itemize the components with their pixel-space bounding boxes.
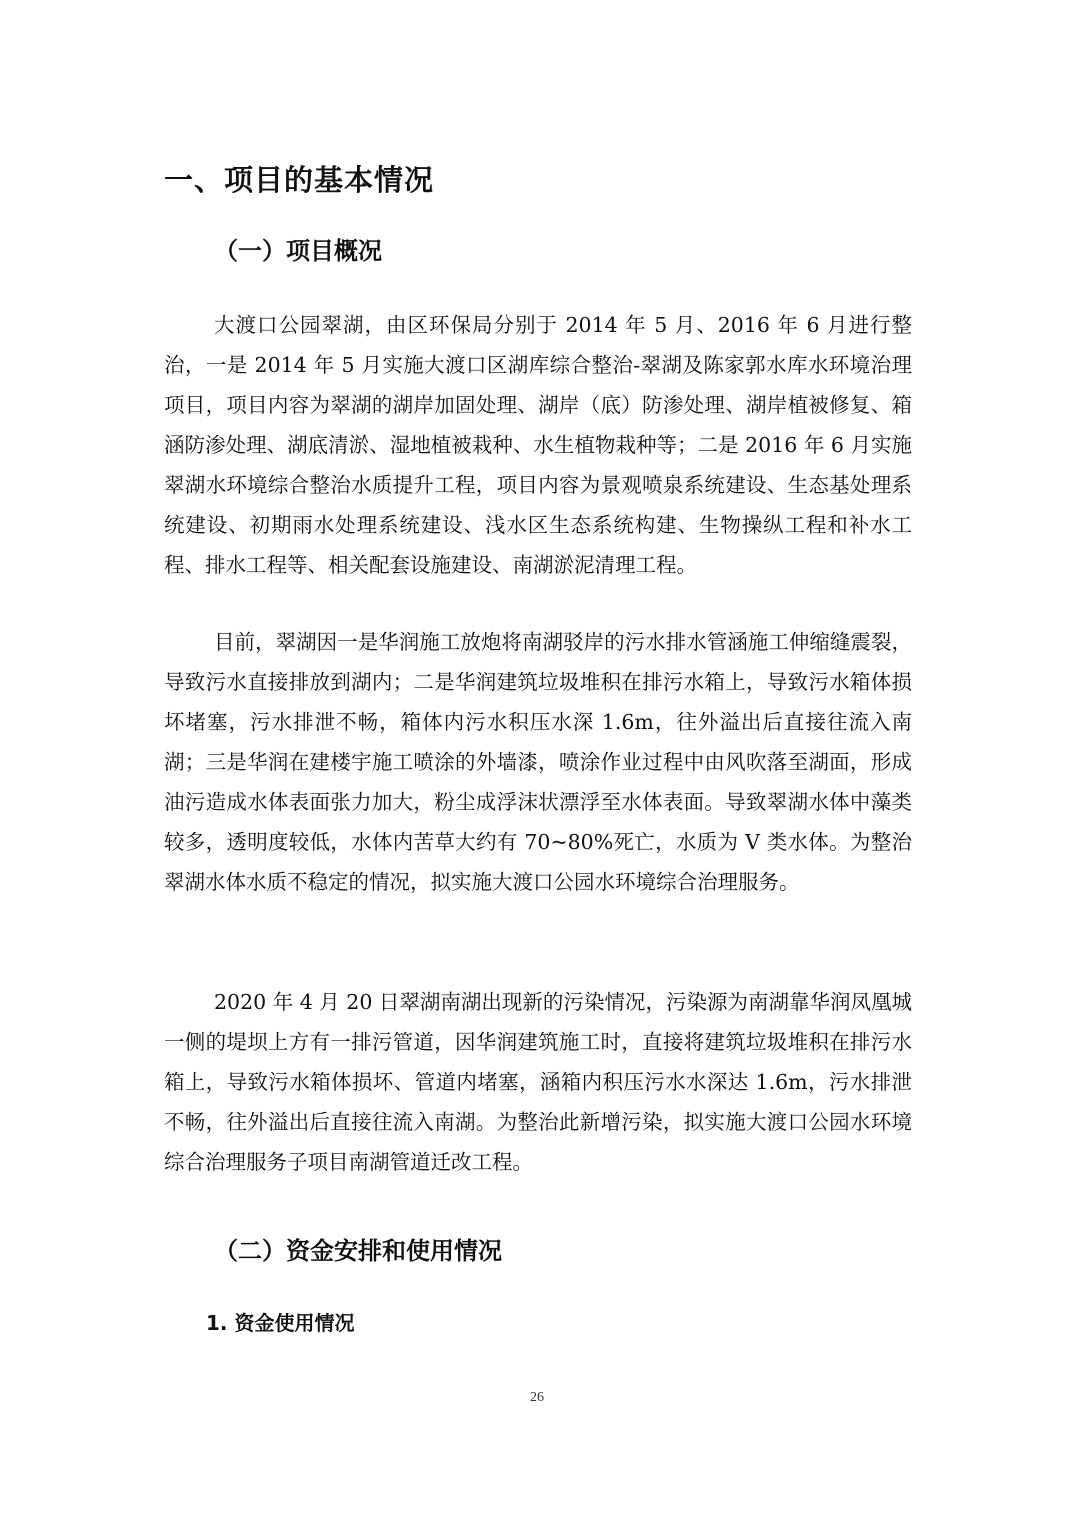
paragraph-overview-3: 2020 年 4 月 20 日翠湖南湖出现新的污染情况，污染源为南湖靠华润凤凰城一侧的堤坝上方有一排污管道，因华润建筑施工时，直接将建筑垃圾堆积在排污水箱上，导致污水箱体损坏、管道内堵塞，涵箱内积压污水水深达 1.6m，污水排泄不畅，往外溢出后直接往流入南湖。为整治此新增污染，拟实施大渡口公园水环境综合治理服务子项目南湖管道迁改工程。 [164, 990, 912, 1174]
paragraph-overview-1: 大渡口公园翠湖，由区环保局分别于 2014 年 5 月、2016 年 6 月进行整治，一是 2014 年 5 月实施大渡口区湖库综合整治-翠湖及陈家郭水库水环境治理项目，项目内容为翠湖的湖岸加固处理、湖岸（底）防渗处理、湖岸植被修复、箱涵防渗处理、湖底清淤、湿地植被栽种、水生植物栽种等；二是 2016 年 6 月实施翠湖水环境综合整治水质提升工程，项目内容为景观喷泉系统建设、生态基处理系统建设、初期雨水处理系统建设、浅水区生态系统构建、生物操纵工程和补水工程、排水工程等、相关配套设施建设、南湖淤泥清理工程。 [164, 313, 912, 577]
paragraph-overview-2: 目前，翠湖因一是华润施工放炮将南湖驳岸的污水排水管涵施工伸缩缝震裂，导致污水直接排放到湖内；二是华润建筑垃圾堆积在排污水箱上，导致污水箱体损坏堵塞，污水排泄不畅，箱体内污水积压水深 1.6m，往外溢出后直接往流入南湖；三是华润在建楼宇施工喷涂的外墙漆，喷涂作业过程中由风吹落至湖面，形成油污造成水体表面张力加大，粉尘成浮沫状漂浮至水体表面。导致翠湖水体中藻类较多，透明度较低，水体内苦草大约有 70~80%死亡，水质为 V 类水体。为整治翠湖水体水质不稳定的情况，拟实施大渡口公园水环境综合治理服务。 [164, 630, 912, 894]
heading-project-overview: （一）项目概况 [214, 237, 382, 265]
page-number: 26 [530, 1390, 544, 1405]
heading-project-basics: 一、项目的基本情况 [164, 163, 435, 197]
heading-funding-usage: 1. 资金使用情况 [206, 1311, 355, 1335]
heading-funding-arrangement: （二）资金安排和使用情况 [214, 1237, 502, 1265]
